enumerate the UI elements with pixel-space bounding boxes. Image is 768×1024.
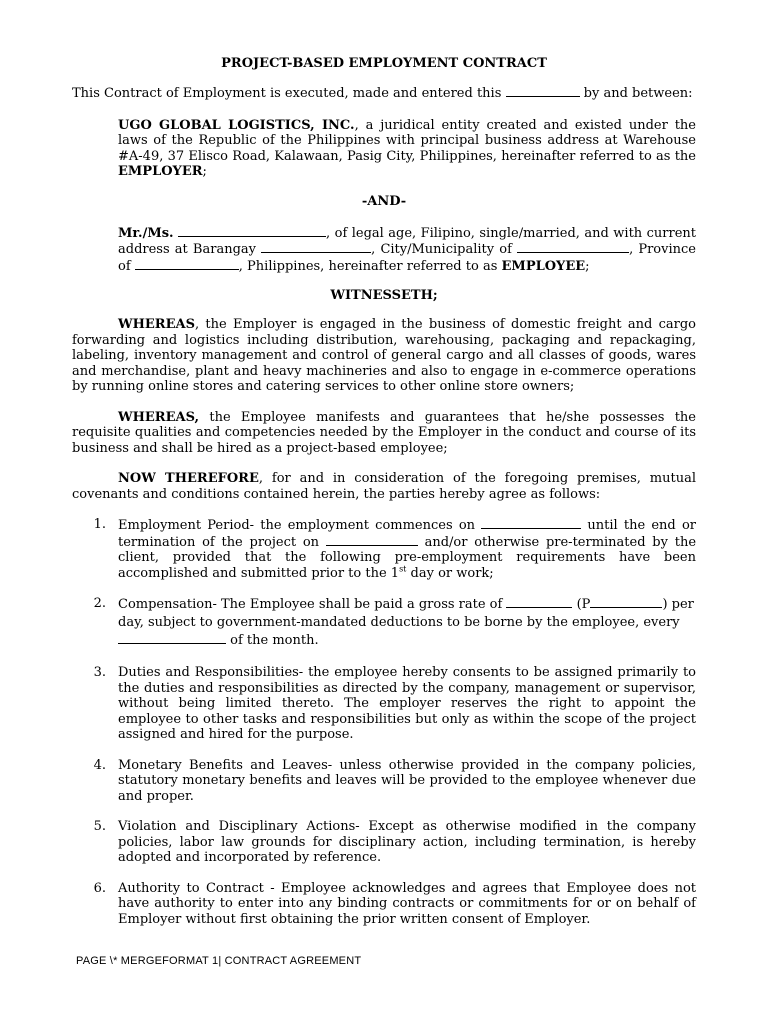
barangay-blank xyxy=(261,241,371,253)
term-number: 2. xyxy=(93,596,106,611)
employer-text: , a juridical entity created and existed under the laws of the Republic of the Philippines with principal business address at Warehouse #A-49, 37 Elisco Road, Kalawaan, Pasig City, Philippines, hereinafter referred to as the xyxy=(118,117,696,164)
employee-end: ; xyxy=(585,258,590,274)
employee-salutation: Mr./Ms. xyxy=(118,225,174,241)
date-blank xyxy=(506,85,580,97)
whereas-clause-2 xyxy=(72,410,696,457)
term-number: 1. xyxy=(93,517,106,532)
term-body: Duties and Responsibilities- the employee hereby consents to be assigned primarily to the duties and responsibilities as directed by the company, management or supervisor, without being limited thereto. The employer reserves the right to appoint the employee to other tasks and responsibilities but only as within the scope of the project assigned and hired for the purpose. xyxy=(118,665,696,742)
term-body: Monetary Benefits and Leaves- unless otherwise provided in the company policies, statutory monetary benefits and leaves will be provided to the employee whenever due and proper. xyxy=(118,757,696,804)
employee-part1: , of legal age, Filipino, single/married, and with current address at Barangay xyxy=(118,225,696,257)
document-title: PROJECT-BASED EMPLOYMENT CONTRACT xyxy=(221,56,547,71)
term2-text-d: of the month. xyxy=(230,633,319,648)
term1-text-a: Employment Period- the employment commences on xyxy=(118,518,476,533)
intro-suffix: by and between: xyxy=(583,86,693,101)
employee-part4: , Philippines, hereinafter referred to as xyxy=(238,258,498,274)
term1-text-b: until the end or termination of the project on xyxy=(118,518,696,550)
now-therefore-lead: NOW THEREFORE xyxy=(118,471,259,486)
term-duties xyxy=(72,665,696,743)
whereas-clause-1 xyxy=(72,317,696,395)
employer-label: EMPLOYER xyxy=(118,164,203,179)
term-employment-period xyxy=(72,517,696,581)
employer-end: ; xyxy=(202,164,207,179)
witnesseth-heading: WITNESSETH; xyxy=(330,288,438,303)
and-separator: -AND- xyxy=(361,193,407,209)
term-compensation xyxy=(72,596,696,650)
page-footer: PAGE \* MERGEFORMAT 1| CONTRACT AGREEMENT xyxy=(76,955,362,967)
employer-name: UGO GLOBAL LOGISTICS, INC. xyxy=(118,117,355,133)
rate-words-blank xyxy=(506,596,572,608)
term-benefits xyxy=(72,758,696,805)
rate-amount-blank xyxy=(590,596,662,608)
now-therefore-clause xyxy=(72,471,696,502)
whereas-lead-2: WHEREAS, xyxy=(118,409,200,425)
term2-text-b: (P xyxy=(576,597,591,612)
term2-text-a: Compensation- The Employee shall be paid a gross rate of xyxy=(118,597,503,612)
end-date-blank xyxy=(326,534,418,546)
employee-part2: , City/Municipality of xyxy=(371,242,512,257)
term-body xyxy=(118,881,696,928)
term-authority xyxy=(72,881,696,928)
term-number: 3. xyxy=(93,665,106,680)
employee-label: EMPLOYEE xyxy=(501,258,586,274)
whereas-lead-1: WHEREAS xyxy=(118,317,195,332)
term1-text-c: and/or otherwise pre-terminated by the client, provided that the following pre-employment requirements have been accomplished and submitted prior to the 1 xyxy=(118,534,697,581)
term2-text-c: ) per day, subject to government-mandated deductions to be borne by the employee, every xyxy=(118,597,694,630)
now-therefore-text: , for and in consideration of the foregoing premises, mutual covenants and conditions contained herein, the parties hereby agree as follows: xyxy=(72,471,696,502)
term1-text-d: day or work; xyxy=(406,565,494,581)
term-number: 4. xyxy=(93,757,106,773)
pay-schedule-blank xyxy=(118,632,226,644)
term6-lead: Authority to Contract - xyxy=(118,880,275,896)
employer-party xyxy=(118,118,696,180)
term-body xyxy=(118,517,696,581)
employee-part3: , Province of xyxy=(118,242,696,274)
intro-paragraph xyxy=(72,85,696,102)
term1-superscript: st xyxy=(399,564,407,574)
term-disciplinary xyxy=(72,819,696,866)
term-body: Violation and Disciplinary Actions- Except as otherwise modified in the company policies, labor law grounds for disciplinary action, including termination, is hereby adopted and incorporated by reference. xyxy=(118,819,696,865)
term-number: 6. xyxy=(93,880,106,896)
whereas-text-2: the Employee manifests and guarantees that he/she possesses the requisite qualities and competencies needed by the Employer in the conduct and course of its business and shall be hired as a project-based employee; xyxy=(72,409,696,456)
term6-text: Employee acknowledges and agrees that Employee does not have authority to enter into any binding contracts or commitments for or on behalf of Employer without first obtaining the prior written consent of Employer. xyxy=(118,880,696,927)
city-blank xyxy=(517,241,629,253)
employee-party xyxy=(118,225,696,275)
start-date-blank xyxy=(481,517,581,529)
term-number: 5. xyxy=(93,819,106,834)
term-body xyxy=(118,596,696,650)
province-blank xyxy=(135,258,239,270)
intro-prefix: This Contract of Employment is executed, made and entered this xyxy=(72,86,502,101)
whereas-text-1: , the Employer is engaged in the business of domestic freight and cargo forwarding and logistics including distribution, warehousing, packaging and repackaging, labeling, inventory management and control of general cargo and all classes of goods, wares and merchandise, plant and heavy machineries and also to engage in e-commerce operations by running online stores and catering services to other online store owners; xyxy=(72,317,696,394)
employee-name-blank xyxy=(178,225,326,237)
terms-list xyxy=(72,517,696,927)
